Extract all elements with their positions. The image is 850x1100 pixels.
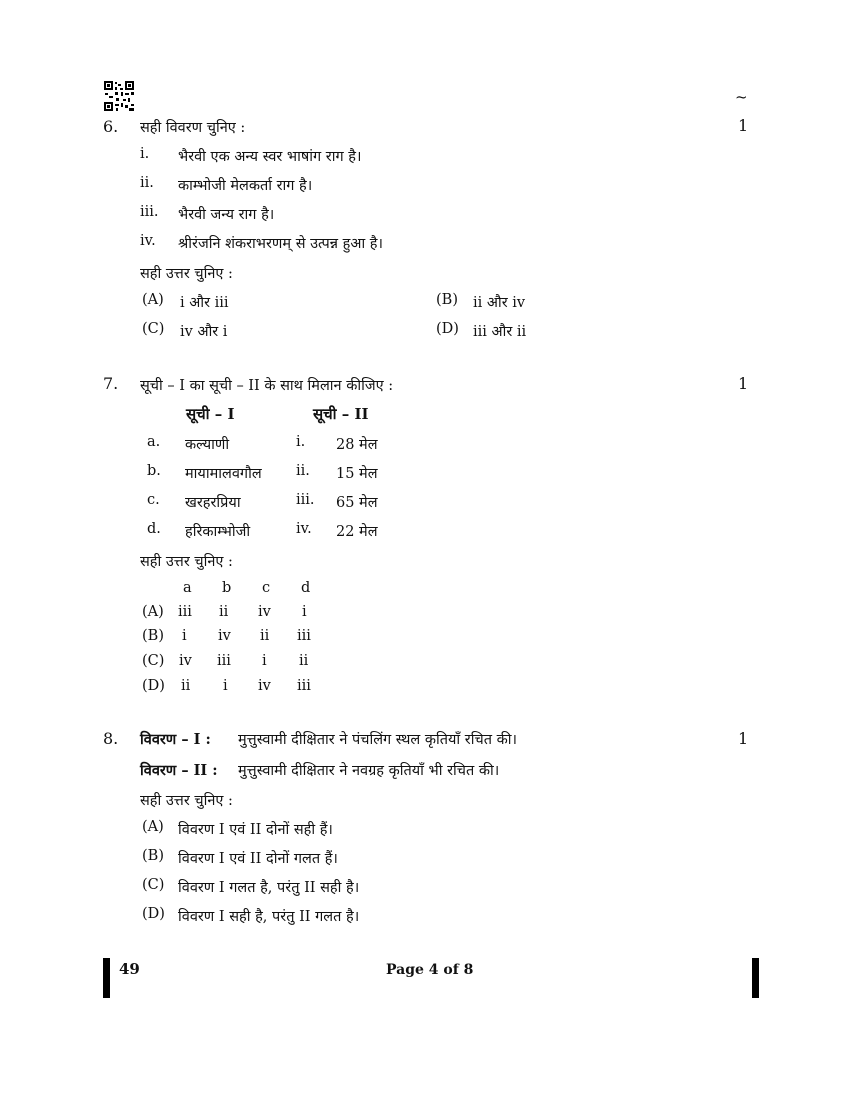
q6-option-text: ii और iv [473, 295, 526, 311]
q7-option-value: i [262, 653, 267, 669]
q8-number: 8. [103, 729, 119, 748]
q7-option-label: (D) [142, 678, 165, 694]
match-row-roman: iii. [296, 492, 315, 508]
q6-statement-text: भैरवी एक अन्य स्वर भाषांग राग है। [178, 149, 362, 165]
tilde-mark: ~ [735, 88, 748, 106]
match-row-letter: c. [147, 492, 160, 508]
q6-number: 6. [103, 117, 119, 136]
q7-option-label: (B) [142, 628, 164, 644]
q6-option-text: i और iii [180, 295, 229, 311]
q7-marks: 1 [738, 374, 749, 393]
q6-statement-text: श्रीरंजनि शंकराभरणम् से उत्पन्न हुआ है। [178, 236, 383, 252]
q7-option-value: ii [219, 604, 229, 620]
q7-answer-prompt: सही उत्तर चुनिए : [140, 554, 233, 570]
list2-header: सूची – II [313, 405, 369, 423]
q7-option-value: iv [218, 628, 231, 644]
q8-option-label: (C) [142, 877, 165, 893]
q8-statement2-label: विवरण – II : [140, 762, 218, 779]
match-row-raga: हरिकाम्भोजी [185, 524, 251, 540]
match-row-roman: ii. [296, 463, 310, 479]
q8-statement2-text: मुत्तुस्वामी दीक्षितार ने नवग्रह कृतियाँ भी रचित की। [238, 763, 500, 779]
q6-statement-label: i. [140, 146, 150, 162]
footer-left-bar [103, 958, 110, 998]
q6-statement-label: ii. [140, 175, 154, 191]
match-row-letter: a. [147, 434, 161, 450]
q7-option-value: iv [258, 678, 271, 694]
footer-right-bar [752, 958, 759, 998]
q6-answer-prompt: सही उत्तर चुनिए : [140, 266, 233, 282]
answer-col-header: d [301, 580, 311, 596]
q6-option-text: iii और ii [473, 324, 527, 340]
q8-answer-prompt: सही उत्तर चुनिए : [140, 793, 233, 809]
q6-option-label: (B) [436, 292, 458, 308]
q8-option-label: (B) [142, 848, 164, 864]
q6-option-label: (C) [142, 321, 165, 337]
q8-option-label: (D) [142, 906, 165, 922]
q7-prompt: सूची – I का सूची – II के साथ मिलान कीजिए : [140, 378, 394, 394]
q7-option-value: iii [297, 628, 311, 644]
q6-option-label: (A) [142, 292, 164, 308]
match-row-mela: 22 मेल [336, 524, 378, 540]
q7-option-value: ii [299, 653, 309, 669]
q7-option-value: iii [217, 653, 231, 669]
q6-option-label: (D) [436, 321, 459, 337]
match-row-letter: b. [147, 463, 161, 479]
q7-option-value: ii [260, 628, 270, 644]
q7-option-value: iii [178, 604, 192, 620]
match-row-roman: iv. [296, 521, 312, 537]
q7-option-value: iii [297, 678, 311, 694]
q7-number: 7. [103, 374, 119, 393]
q8-marks: 1 [738, 729, 749, 748]
q6-option-text: iv और i [180, 324, 228, 340]
q6-statement-label: iii. [140, 204, 159, 220]
q7-option-value: iv [258, 604, 271, 620]
q8-option-text: विवरण I एवं II दोनों सही हैं। [178, 822, 333, 838]
q7-option-value: i [302, 604, 307, 620]
footer-code: 49 [119, 960, 140, 978]
answer-col-header: a [183, 580, 192, 596]
q7-option-value: i [223, 678, 228, 694]
match-row-raga: खरहरप्रिया [185, 495, 241, 511]
q6-statement-text: काम्भोजी मेलकर्ता राग है। [178, 178, 313, 194]
q6-prompt: सही विवरण चुनिए : [140, 120, 246, 136]
q8-option-text: विवरण I एवं II दोनों गलत हैं। [178, 851, 338, 867]
q7-option-value: i [182, 628, 187, 644]
q8-statement1-text: मुत्तुस्वामी दीक्षितार ने पंचलिंग स्थल कृतियाँ रचित की। [238, 732, 517, 748]
q8-option-label: (A) [142, 819, 164, 835]
q7-option-value: iv [179, 653, 192, 669]
match-row-mela: 15 मेल [336, 466, 378, 482]
q7-option-label: (A) [142, 604, 164, 620]
q7-option-label: (C) [142, 653, 165, 669]
q8-option-text: विवरण I गलत है, परंतु II सही है। [178, 880, 360, 896]
match-row-raga: कल्याणी [185, 437, 230, 453]
match-row-mela: 65 मेल [336, 495, 378, 511]
q7-option-value: ii [181, 678, 191, 694]
q8-statement1-label: विवरण – I : [140, 731, 211, 748]
answer-col-header: b [222, 580, 232, 596]
page-number: Page 4 of 8 [386, 962, 474, 978]
q6-statement-label: iv. [140, 233, 156, 249]
q6-marks: 1 [738, 116, 749, 135]
list1-header: सूची – I [186, 405, 235, 423]
match-row-roman: i. [296, 434, 306, 450]
q8-option-text: विवरण I सही है, परंतु II गलत है। [178, 909, 360, 925]
match-row-raga: मायामालवगौल [185, 466, 262, 482]
match-row-mela: 28 मेल [336, 437, 378, 453]
q6-statement-text: भैरवी जन्य राग है। [178, 207, 275, 223]
match-row-letter: d. [147, 521, 161, 537]
answer-col-header: c [262, 580, 271, 596]
qr-code [103, 80, 135, 112]
